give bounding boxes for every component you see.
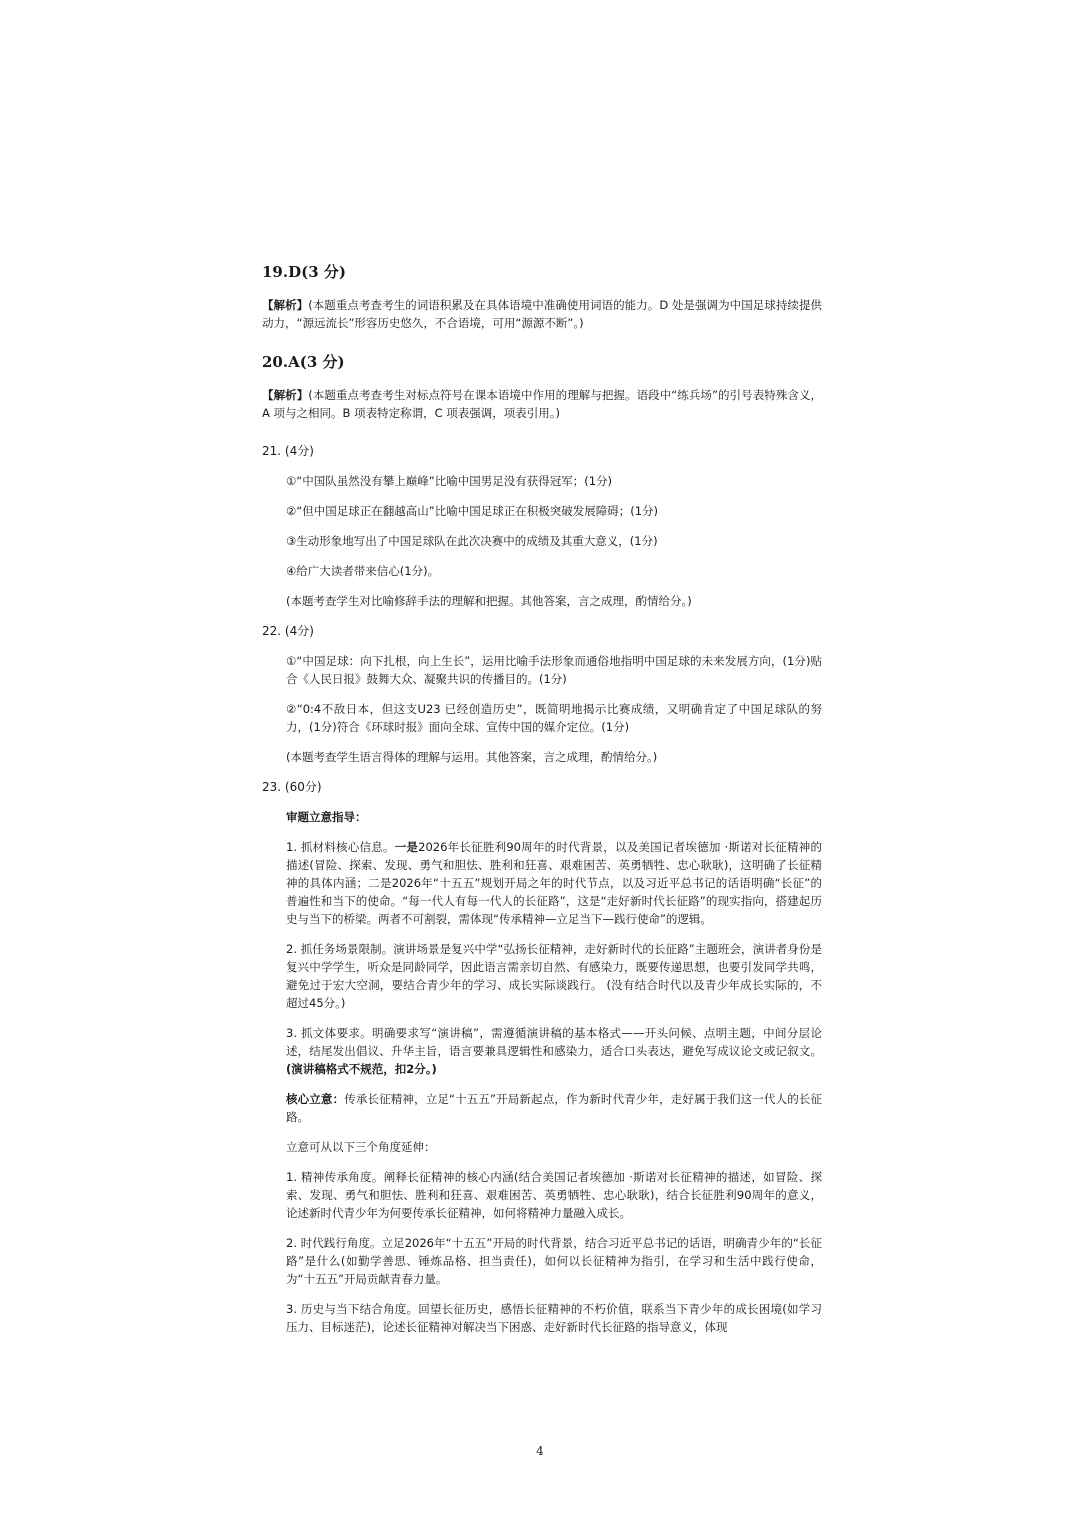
q23-point-1-label: 1. 抓材料核心信息。: [286, 840, 395, 854]
q22-note: (本题考查学生语言得体的理解与运用。其他答案，言之成理，酌情给分。): [286, 750, 658, 764]
q23-point-3-text: 3. 抓文体要求。明确要求写“演讲稿”，需遵循演讲稿的基本格式——开头问候、点明主题，中间分层论述，结尾发出倡议、升华主旨，语言要兼具逻辑性和感染力，适合口头表达，避免写成议论文或记叙文。: [286, 1026, 822, 1058]
q23-guide-heading: 审题立意指导：: [286, 810, 367, 824]
q20-analysis-tag: 【解析】: [262, 388, 309, 402]
q21-item-3: ③生动形象地写出了中国足球队在此次决赛中的成绩及其重大意义，(1分): [286, 534, 658, 548]
q22-item-2: ②“0:4不敌日本，但这支U23 已经创造历史”，既简明地揭示比赛成绩，又明确肯定了中国足球队的努力，(1分)符合《环球时报》面向全球、宣传中国的媒介定位。(1分): [286, 702, 822, 734]
q22-title: 22. (4分): [262, 624, 314, 638]
q21-title: 21. (4分): [262, 444, 314, 458]
q23-point-3: [262, 1024, 822, 1078]
q23-point-1: [262, 838, 822, 928]
q23-angle-2: 2. 时代践行角度。立足2026年“十五五”开局的时代背景，结合习近平总书记的话语，明确青少年的“长征路”是什么(如勤学善思、锤炼品格、担当责任)，如何以长征精神为指引，在学习和生活中践行使命，为“十五五”开局贡献青春力量。: [286, 1236, 822, 1286]
q19-analysis-text: (本题重点考查考生的词语积累及在具体语境中准确使用词语的能力。D 处是强调为中国足球持续提供动力，“源远流长”形容历史悠久，不合语境，可用“源源不断”。): [262, 298, 823, 330]
q23-core-label: 核心立意：: [286, 1092, 345, 1106]
q23-point-3-penalty: (演讲稿格式不规范，扣2分。): [286, 1062, 437, 1076]
q21-item-4: ④给广大读者带来信心(1分)。: [286, 564, 440, 578]
page-number: 4: [536, 1444, 544, 1458]
q23-extend-intro: 立意可从以下三个角度延伸：: [286, 1140, 436, 1154]
answer-content: [262, 262, 822, 1348]
q22-item-1: ①“中国足球：向下扎根，向上生长”，运用比喻手法形象而通俗地指明中国足球的未来发展方向，(1分)贴合《人民日报》鼓舞大众、凝聚共识的传播目的。(1分): [286, 654, 822, 686]
q20-title: 20.A(3 分): [262, 353, 345, 371]
q20-analysis-text: (本题重点考查考生对标点符号在课本语境中作用的理解与把握。语段中“练兵场”的引号表特殊含义，A 项与之相同。B 项表特定称谓，C 项表强调，项表引用。): [262, 388, 823, 420]
q23-point-2: 2. 抓任务场景限制。演讲场景是复兴中学“弘扬长征精神，走好新时代的长征路”主题班会，演讲者身份是复兴中学学生，听众是同龄同学，因此语言需亲切自然、有感染力，既要传递思想，也要引发同学共鸣，避免过于宏大空洞，要结合青少年的学习、成长实际谈践行。 (没有结合时代以及青少年成长实际的，不超过45分。): [286, 942, 822, 1010]
q21-note: (本题考查学生对比喻修辞手法的理解和把握。其他答案，言之成理，酌情给分。): [286, 594, 692, 608]
q23-angle-3: 3. 历史与当下结合角度。回望长征历史，感悟长征精神的不朽价值，联系当下青少年的成长困境(如学习压力、目标迷茫)，论述长征精神对解决当下困惑、走好新时代长征路的指导意义，体现: [286, 1302, 822, 1334]
q19-title: 19.D(3 分): [262, 263, 346, 281]
q23-point-1-first: 一是: [394, 840, 419, 854]
q23-core-text: 传承长征精神，立足“十五五”开局新起点，作为新时代青少年，走好属于我们这一代人的长征路。: [286, 1092, 822, 1124]
q23-point-1-text: 2026年长征胜利90周年的时代背景，以及美国记者埃德加 ·斯诺对长征精神的描述(冒险、探索、发现、勇气和胆怯、胜利和狂喜、艰难困苦、英勇牺牲、忠心耿耿)，这明确了长征精神的具体内涵；二是2026年“十五五”规划开局之年的时代节点，以及习近平总书记的话语明确“长征”的普遍性和当下的使命。“每一代人有每一代人的长征路”，这是“走好新时代长征路”的现实指向，搭建起历史与当下的桥梁。两者不可割裂，需体现“传承精神—立足当下—践行使命”的逻辑。: [286, 840, 822, 926]
q23-angle-1: 1. 精神传承角度。阐释长征精神的核心内涵(结合美国记者埃德加 ·斯诺对长征精神的描述，如冒险、探索、发现、勇气和胆怯、胜利和狂喜、艰难困苦、英勇牺牲、忠心耿耿)，结合长征胜利90周年的意义，论述新时代青少年为何要传承长征精神，如何将精神力量融入成长。: [286, 1170, 822, 1220]
q23-title: 23. (60分): [262, 780, 322, 794]
q23-core-idea: [262, 1090, 822, 1126]
q21-item-2: ②“但中国足球正在翻越高山”比喻中国足球正在积极突破发展障碍；(1分): [286, 504, 659, 518]
q20-analysis: [262, 386, 822, 422]
q21-item-1: ①“中国队虽然没有攀上巅峰”比喻中国男足没有获得冠军；(1分): [286, 474, 613, 488]
q19-analysis-tag: 【解析】: [262, 298, 309, 312]
q19-analysis: [262, 296, 822, 332]
